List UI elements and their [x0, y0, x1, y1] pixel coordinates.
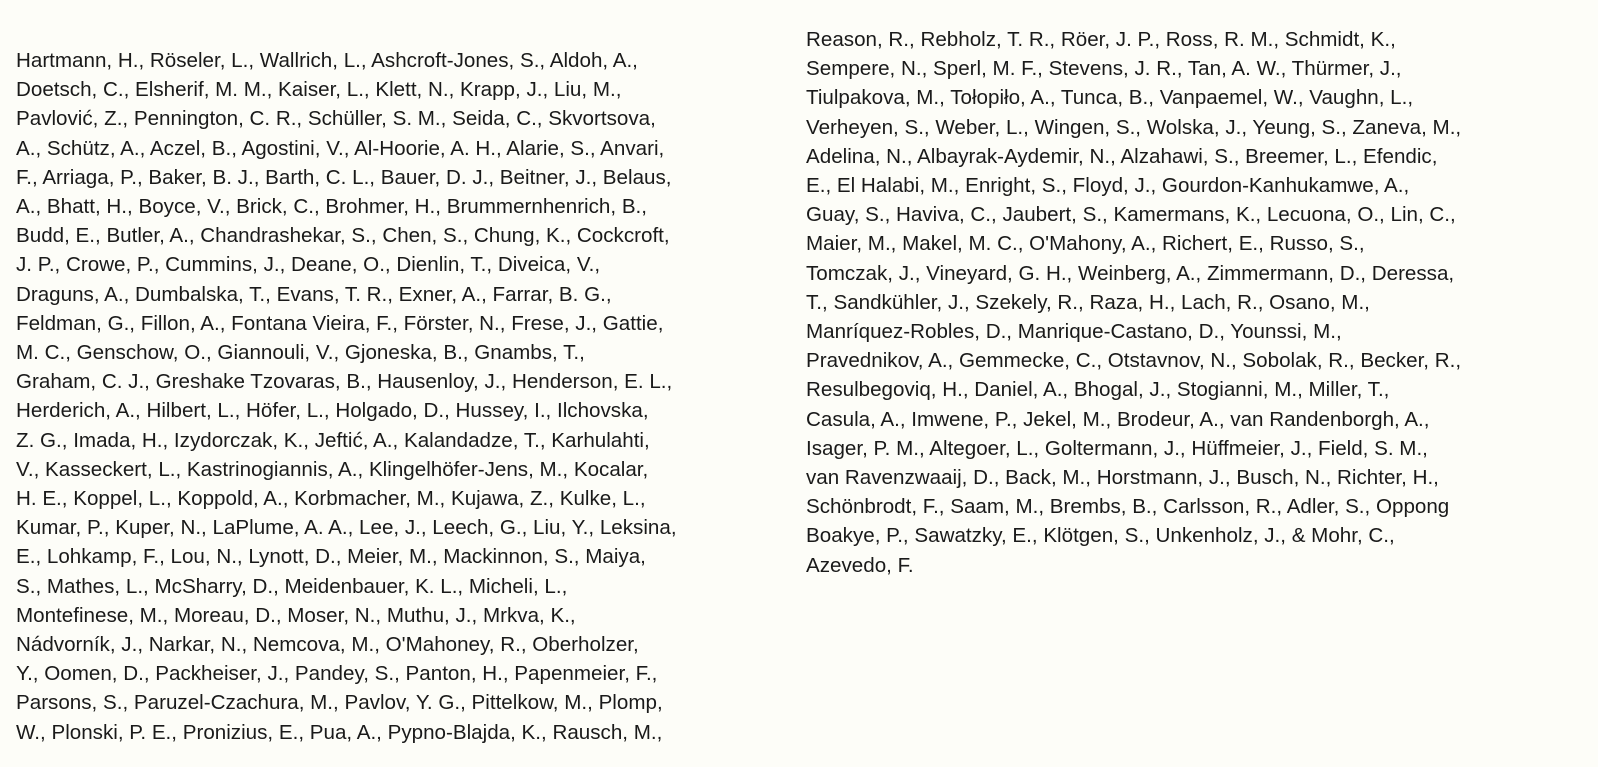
author-list-line: Feldman, G., Fillon, A., Fontana Vieira, F., Förster, N., Frese, J., Gattie, — [16, 311, 664, 335]
author-list-line: Budd, E., Butler, A., Chandrashekar, S., Chen, S., Chung, K., Cockcroft, — [16, 224, 670, 248]
author-list-line: E., Lohkamp, F., Lou, N., Lynott, D., Meier, M., Mackinnon, S., Maiya, — [16, 545, 646, 569]
author-list-line: E., El Halabi, M., Enright, S., Floyd, J., Gourdon-Kanhukamwe, A., — [806, 174, 1410, 198]
author-list-line: Boakye, P., Sawatzky, E., Klötgen, S., Unkenholz, J., & Mohr, C., — [806, 524, 1395, 548]
author-list-line: H. E., Koppel, L., Koppold, A., Korbmacher, M., Kujawa, Z., Kulke, L., — [16, 487, 646, 511]
author-list-line: Kumar, P., Kuper, N., LaPlume, A. A., Lee, J., Leech, G., Liu, Y., Leksina, — [16, 516, 677, 540]
author-list-line: Nádvorník, J., Narkar, N., Nemcova, M., O'Mahoney, R., Oberholzer, — [16, 633, 639, 657]
author-list-line: Draguns, A., Dumbalska, T., Evans, T. R., Exner, A., Farrar, B. G., — [16, 282, 612, 306]
author-list-line: Adelina, N., Albayrak-Aydemir, N., Alzahawi, S., Breemer, L., Efendic, — [806, 144, 1438, 168]
author-list-line: Manríquez-Robles, D., Manrique-Castano, D., Younssi, M., — [806, 320, 1342, 344]
author-list-line: Doetsch, C., Elsherif, M. M., Kaiser, L., Klett, N., Krapp, J., Liu, M., — [16, 78, 622, 102]
author-list-line: Tiulpakova, M., Tołopiło, A., Tunca, B., Vanpaemel, W., Vaughn, L., — [806, 86, 1414, 110]
author-list-line: W., Plonski, P. E., Pronizius, E., Pua, A., Pypno-Blajda, K., Rausch, M., — [16, 720, 663, 744]
author-list-line: Reason, R., Rebholz, T. R., Röer, J. P., Ross, R. M., Schmidt, K., — [806, 28, 1396, 51]
author-list-line: Pravednikov, A., Gemmecke, C., Otstavnov, N., Sobolak, R., Becker, R., — [806, 349, 1462, 373]
author-list-line: Azevedo, F. — [806, 553, 914, 577]
author-list-left-column — [16, 46, 786, 747]
author-list-line: Y., Oomen, D., Packheiser, J., Pandey, S., Panton, H., Papenmeier, F., — [16, 662, 658, 686]
author-list-line: Parsons, S., Paruzel-Czachura, M., Pavlov, Y. G., Pittelkow, M., Plomp, — [16, 691, 663, 715]
author-list-line: Verheyen, S., Weber, L., Wingen, S., Wolska, J., Yeung, S., Zaneva, M., — [806, 115, 1462, 139]
author-list-line: Resulbegoviq, H., Daniel, A., Bhogal, J., Stogianni, M., Miller, T., — [806, 378, 1390, 402]
author-list-line: Isager, P. M., Altegoer, L., Goltermann, J., Hüffmeier, J., Field, S. M., — [806, 436, 1428, 460]
author-list-line: Pavlović, Z., Pennington, C. R., Schüller, S. M., Seida, C., Skvortsova, — [16, 107, 656, 131]
author-list-line: Sempere, N., Sperl, M. F., Stevens, J. R., Tan, A. W., Thürmer, J., — [806, 57, 1402, 81]
author-list-right-column — [806, 25, 1586, 580]
author-list-line: V., Kasseckert, L., Kastrinogiannis, A., Klingelhöfer-Jens, M., Kocalar, — [16, 457, 649, 481]
author-list-line: Guay, S., Haviva, C., Jaubert, S., Kamermans, K., Lecuona, O., Lin, C., — [806, 203, 1456, 227]
author-list-line: F., Arriaga, P., Baker, B. J., Barth, C. L., Bauer, D. J., Beitner, J., Belaus, — [16, 165, 672, 189]
author-list-line: T., Sandkühler, J., Szekely, R., Raza, H., Lach, R., Osano, M., — [806, 290, 1370, 314]
author-list-line: Casula, A., Imwene, P., Jekel, M., Brodeur, A., van Randenborgh, A., — [806, 407, 1430, 431]
author-list-line: Maier, M., Makel, M. C., O'Mahony, A., Richert, E., Russo, S., — [806, 232, 1365, 256]
author-list-line: J. P., Crowe, P., Cummins, J., Deane, O., Dienlin, T., Diveica, V., — [16, 253, 601, 277]
author-list-line: Graham, C. J., Greshake Tzovaras, B., Hausenloy, J., Henderson, E. L., — [16, 370, 673, 394]
author-list-line: Hartmann, H., Röseler, L., Wallrich, L., Ashcroft-Jones, S., Aldoh, A., — [16, 49, 638, 72]
author-list-line: Z. G., Imada, H., Izydorczak, K., Jeftić, A., Kalandadze, T., Karhulahti, — [16, 428, 650, 452]
author-list-line: Montefinese, M., Moreau, D., Moser, N., Muthu, J., Mrkva, K., — [16, 603, 576, 627]
author-list-line: S., Mathes, L., McSharry, D., Meidenbauer, K. L., Micheli, L., — [16, 574, 568, 598]
author-list-line: Schönbrodt, F., Saam, M., Brembs, B., Carlsson, R., Adler, S., Oppong — [806, 495, 1450, 519]
author-list-line: A., Schütz, A., Aczel, B., Agostini, V., Al-Hoorie, A. H., Alarie, S., Anvari, — [16, 136, 665, 160]
author-list-line: A., Bhatt, H., Boyce, V., Brick, C., Brohmer, H., Brummernhenrich, B., — [16, 195, 647, 219]
author-list-line: M. C., Genschow, O., Giannouli, V., Gjoneska, B., Gnambs, T., — [16, 341, 585, 365]
author-list-line: Tomczak, J., Vineyard, G. H., Weinberg, A., Zimmermann, D., Deressa, — [806, 261, 1455, 285]
author-list-line: Herderich, A., Hilbert, L., Höfer, L., Holgado, D., Hussey, I., Ilchovska, — [16, 399, 649, 423]
author-list-line: van Ravenzwaaij, D., Back, M., Horstmann, J., Busch, N., Richter, H., — [806, 466, 1439, 490]
